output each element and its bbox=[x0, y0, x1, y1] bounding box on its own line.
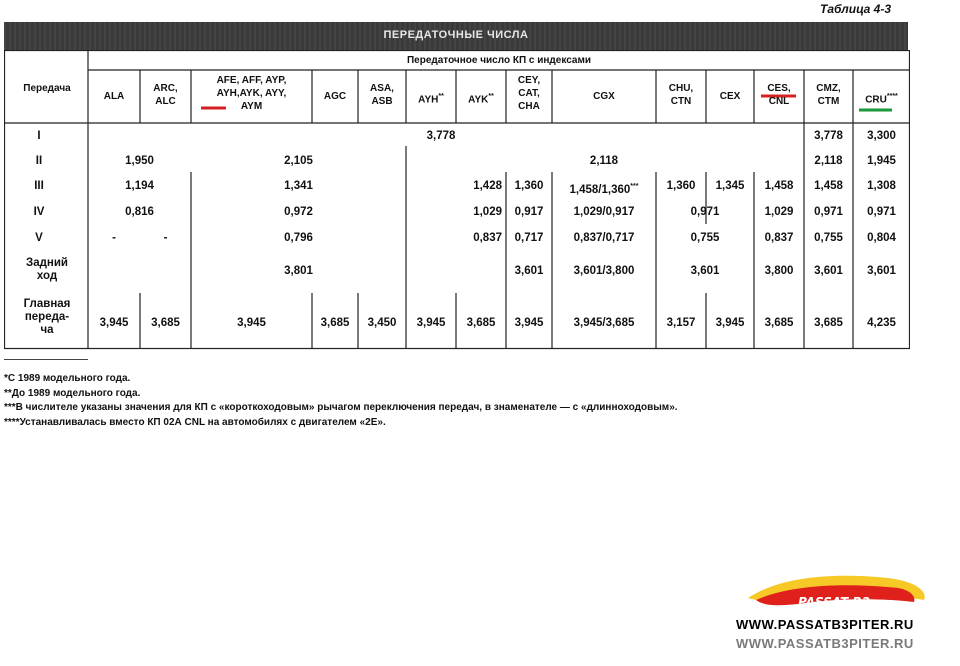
passat-b3-logo bbox=[738, 568, 934, 618]
footnote: **До 1989 модельного года. bbox=[4, 387, 141, 399]
header-col-ayk: AYK** bbox=[468, 93, 494, 106]
table-cell: 0,971 bbox=[690, 206, 720, 218]
table-cell: 3,601/3,800 bbox=[573, 265, 635, 277]
table-cell: 4,235 bbox=[867, 317, 896, 329]
header-col-agc: AGC bbox=[323, 91, 347, 102]
header-col-cex: CEX bbox=[719, 91, 741, 102]
table-cell: 2,118 bbox=[814, 155, 843, 167]
table-cell: 3,601 bbox=[514, 265, 544, 277]
table-cell: 0,796 bbox=[284, 232, 313, 244]
table-cell: 3,778 bbox=[814, 130, 843, 142]
table-cell: 0,972 bbox=[284, 206, 313, 218]
header-col-asa: ASA, ASB bbox=[370, 83, 394, 107]
table-cell: - bbox=[112, 232, 116, 244]
footnote: ***В числителе указаны значения для КП с «короткоходовым» рычагом переключения передач, в знаменателе — с «длинноходовым». bbox=[4, 402, 678, 413]
table-cell: 0,837/0,717 bbox=[573, 232, 635, 244]
table-cell: 3,685 bbox=[814, 317, 843, 329]
table-cell: 0,816 bbox=[125, 206, 154, 218]
table-cell: 0,755 bbox=[814, 232, 843, 244]
table-cell: 1,950 bbox=[125, 155, 154, 167]
table-cell: 3,945 bbox=[715, 317, 745, 329]
table-cell: 0,971 bbox=[867, 206, 896, 218]
table-cell: 1,194 bbox=[125, 180, 154, 192]
table-cell: 0,717 bbox=[514, 232, 544, 244]
footnote: ****Устанавливалась вместо КП 02А CNL на автомобилях с двигателем «2Е». bbox=[4, 416, 386, 428]
table-cell: 1,360 bbox=[514, 180, 544, 192]
gear-label: II bbox=[35, 155, 43, 167]
gear-label: III bbox=[34, 180, 44, 192]
footnotes bbox=[4, 372, 678, 430]
table-cell: 3,800 bbox=[764, 265, 794, 277]
table-cell: 1,458/1,360*** bbox=[569, 183, 639, 196]
table-cell: 3,945/3,685 bbox=[573, 317, 635, 329]
table-cell: 3,601 bbox=[867, 265, 896, 277]
table-cell: 1,945 bbox=[867, 155, 896, 167]
header-col-cgx: CGX bbox=[593, 91, 615, 102]
table-cell: 3,685 bbox=[466, 317, 496, 329]
gear-ratio-table bbox=[4, 50, 910, 350]
table-cell: 0,837 bbox=[764, 232, 794, 244]
table-cell: 1,029 bbox=[473, 206, 502, 218]
gear-label: V bbox=[35, 232, 43, 244]
table-cell: 3,778 bbox=[426, 130, 456, 142]
header-col-cru: CRU**** bbox=[865, 93, 898, 106]
site-url-shadow: WWW.PASSATB3PITER.RU bbox=[736, 636, 914, 651]
logo-text: PASSAT B3 bbox=[798, 595, 870, 609]
gear-label: Задний ход bbox=[26, 257, 68, 282]
table-cell: 1,345 bbox=[715, 180, 745, 192]
table-cell: 3,801 bbox=[284, 265, 313, 277]
site-url: WWW.PASSATB3PITER.RU bbox=[736, 617, 914, 632]
table-cell: 1,458 bbox=[764, 180, 794, 192]
table-cell: 1,029/0,917 bbox=[573, 206, 635, 218]
header-col-ayh: AYH** bbox=[418, 93, 444, 106]
header-col-ces: CES, CNL bbox=[767, 83, 791, 107]
table-cell: 3,685 bbox=[764, 317, 794, 329]
table-cell: 3,601 bbox=[814, 265, 843, 277]
table-cell: - bbox=[163, 232, 168, 244]
table-cell: 3,685 bbox=[320, 317, 350, 329]
header-col-afe: AFE, AFF, AYP, AYH,AYK, AYY, AYM bbox=[216, 75, 287, 112]
table-cell: 0,971 bbox=[814, 206, 843, 218]
table-cell: 3,945 bbox=[237, 317, 266, 329]
table-cell: 0,804 bbox=[867, 232, 896, 244]
table-cell: 3,157 bbox=[666, 317, 696, 329]
table-cell: 1,029 bbox=[764, 206, 794, 218]
footnote: *С 1989 модельного года. bbox=[4, 373, 131, 384]
header-group: Передаточное число КП с индексами bbox=[406, 55, 592, 66]
table-cell: 1,428 bbox=[473, 180, 502, 192]
header-col-ala: ALA bbox=[103, 91, 125, 102]
gear-label: I bbox=[37, 130, 41, 142]
gear-label: IV bbox=[33, 206, 45, 218]
table-cell: 1,308 bbox=[867, 180, 896, 192]
table-cell: 1,360 bbox=[666, 180, 696, 192]
table-cell: 3,945 bbox=[99, 317, 129, 329]
table-cell: 0,837 bbox=[473, 232, 502, 244]
table-cell: 0,755 bbox=[690, 232, 720, 244]
table-cell: 2,105 bbox=[284, 155, 313, 167]
table-cell: 0,917 bbox=[514, 206, 544, 218]
header-col-cey: CEY, CAT, CHA bbox=[517, 75, 541, 112]
table-cell: 1,341 bbox=[284, 180, 313, 192]
table-banner bbox=[4, 22, 908, 50]
header-col-chu: CHU, CTN bbox=[668, 83, 694, 107]
table-cell: 3,945 bbox=[514, 317, 544, 329]
table-cell: 3,601 bbox=[690, 265, 720, 277]
header-gear: Передача bbox=[23, 83, 71, 94]
gear-label: Главная переда- ча bbox=[23, 298, 71, 336]
table-caption: Таблица 4-3 bbox=[820, 2, 892, 16]
table-cell: 3,300 bbox=[867, 130, 896, 142]
header-col-cmz: CMZ, CTM bbox=[816, 83, 841, 107]
header-col-arc: ARC, ALC bbox=[153, 83, 178, 107]
table-cell: 2,118 bbox=[589, 155, 619, 167]
table-cell: 3,450 bbox=[367, 317, 397, 329]
table-cell: 3,685 bbox=[151, 317, 180, 329]
table-cell: 1,458 bbox=[814, 180, 843, 192]
footnote-rule bbox=[4, 359, 88, 360]
table-cell: 3,945 bbox=[416, 317, 446, 329]
banner-title: ПЕРЕДАТОЧНЫЕ ЧИСЛА bbox=[383, 29, 529, 41]
